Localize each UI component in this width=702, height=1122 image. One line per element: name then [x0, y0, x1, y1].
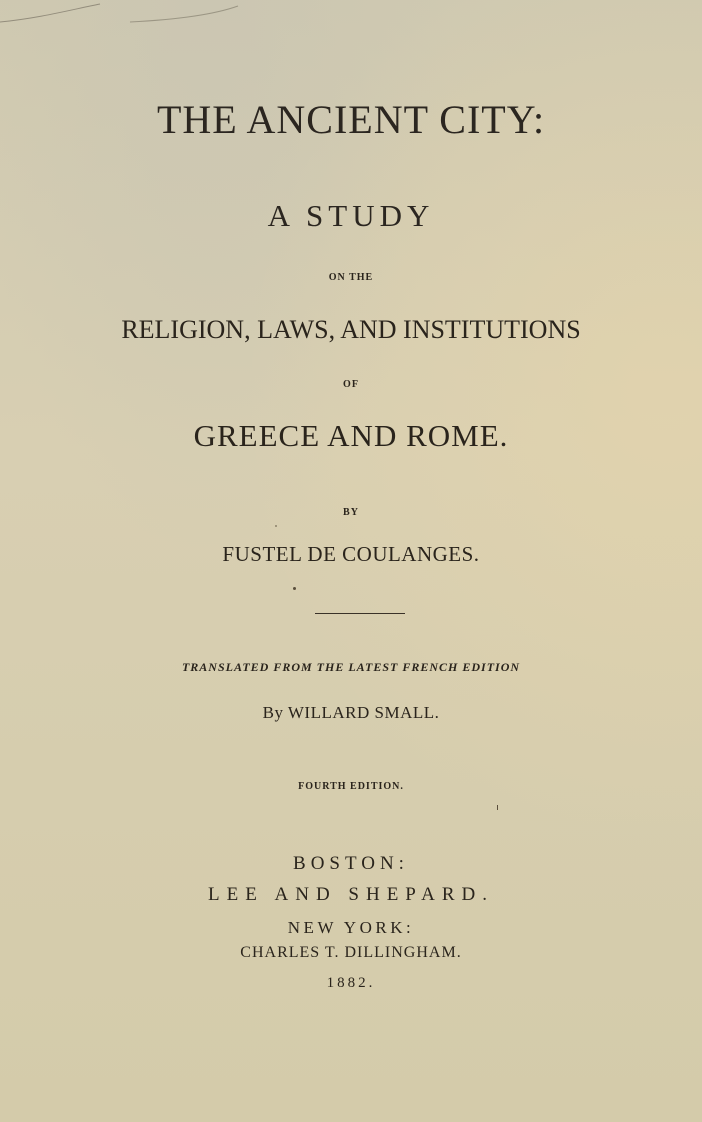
- translator-name: By WILLARD SMALL.: [262, 703, 440, 722]
- connector-of: OF: [343, 379, 359, 390]
- imprint-city-new-york: NEW YORK:: [287, 918, 415, 937]
- divider-rule: [315, 613, 405, 614]
- translation-note: TRANSLATED FROM THE LATEST FRENCH EDITION: [181, 660, 521, 674]
- book-places: GREECE AND ROME.: [193, 418, 509, 453]
- book-topics: RELIGION, LAWS, AND INSTITUTIONS: [121, 315, 581, 344]
- edition-note: FOURTH EDITION.: [298, 781, 404, 792]
- paper-speck: [275, 525, 277, 527]
- connector-on-the: ON THE: [328, 272, 374, 283]
- page-crease-mark: [0, 0, 260, 40]
- paper-speck: [497, 805, 498, 810]
- connector-by: BY: [343, 507, 359, 518]
- imprint-publisher-lee-shepard: LEE AND SHEPARD.: [207, 884, 494, 905]
- paper-speck: [293, 587, 296, 590]
- book-subtitle: A STUDY: [267, 198, 435, 233]
- imprint-publisher-dillingham: CHARLES T. DILLINGHAM.: [240, 944, 462, 961]
- imprint-city-boston: BOSTON:: [293, 853, 409, 874]
- imprint-year: 1882.: [326, 975, 376, 991]
- author-name: FUSTEL DE COULANGES.: [222, 542, 480, 566]
- book-title: THE ANCIENT CITY:: [156, 97, 546, 142]
